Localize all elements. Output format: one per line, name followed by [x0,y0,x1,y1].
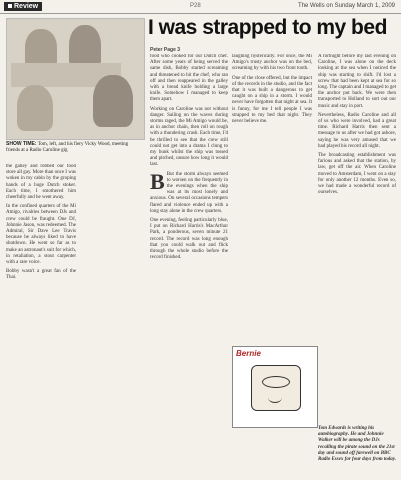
photo-caption [6,141,143,154]
paragraph: A fortnight before my last evening on Caroline, I was alone on the deck looking at the sea when I noticed the ship was starting to shift. I'd lost a screw that had been kept at sea for so long. The captain and I managed to get the anchor put back. We were then transported to Holland to sort out our music and stay in port. [318,54,396,109]
paragraph: In the confined quarters of the Mi Amigo, rivalries between DJs and crew could be fraught. One DJ, Johnnie Jason, was redeemed. The Admiral, Sir Dave Lee Travis because he always liked to have shutdown. He went so far as to make an astronaut's suit for which, in retaliation, a stout carpenter with a rare voice. [6,204,76,266]
paragraph: the galley and robbed our food store all gay. More than once I was woken in my cabin by the groping hands of a huge Dutch stoker. Each time, I smothered him cheerfully and he went away. [6,164,76,201]
cartoon-drawing [251,365,301,411]
caption-text: Tom, left, and his fiery Vicky Wood, meeting friends at a Radio Caroline gig [6,142,129,154]
paragraph-text: But the storm always seemed to worsen on the frequently in the evenings when the ship was at its most lonely and anxious. On several occasions tempers flared and violence ended up with a long stay alone in the crew quarters. [150,171,228,214]
column-1 [6,164,76,474]
cartoon-title: Bernie [236,349,261,358]
paragraph: The broadcasting establishment was furious and asked that the station, by law, get off the air. When Caroline moved to Amsterdam, I went on a stay for only another 12 months. Even so, we had made a wonderful record of ourselves. [318,153,396,196]
section-label: Review [14,3,39,10]
byline: Peter Page 3 [150,47,181,53]
column-4 [318,54,396,422]
cartoon-panel [232,346,318,428]
page-header [0,0,401,14]
paragraph: laughing hysterically. For once, the Mi Amigo's trusty anchor was on the bed, screaming by with his two front tooth. [232,54,312,72]
article-photo [6,18,145,140]
paragraph: Working on Caroline was not without danger. Sailing on the waves during storms raged, the Mi Amigo would be, as in anchor chain, then roll on rough with a thundering crash. Each time, I'd be thrilled to see that the crew still could not get into a drama I clung to my bunk whilst the ship was tossed and pitched, unsure how long it would last. [150,106,228,168]
drop-cap: B [150,168,165,194]
paragraph: Bobby wasn't a great fan of the Thai. [6,269,76,281]
paragraph: Nevertheless, Radio Caroline and all of us who were involved, had a great time. Richard Harris then sent a message to us after we had got ashore, saying he was very amused that we had played his record all night. [318,112,396,149]
column-2 [150,54,228,474]
paragraph: One evening, feeling particularly blue, I put on Richard Harris's MacArthur Park, a ponderous, seven minute 21 record. The record was long enough that you could walk out and flick through the whole studio before the record finished. [150,218,228,261]
section-square-icon [8,4,12,8]
masthead: The Wells on Sunday March 1, 2009 [298,3,395,9]
person-figure [17,85,53,131]
column-3 [232,54,312,342]
paragraph: One of the close offered, but the impact of the records in the studio, and the fact that it was built a dangerous to get caught on a ship in a storm. I would never have forgotten that night at sea. It is funny, for me I tell people I was strapped to my bed that night. They never believe me. [232,75,312,125]
paragraph: food who cooked for our Dutch chef. After some years of being served the same dish, Bobby started screaming and threatened to hit the chef, who ran off and then reappeared in the galley with a bread knife holding a large knife. Somehow I managed to keep them apart. [150,54,228,103]
page-number: P28 [190,3,201,9]
author-note: Tom Edwards is writing his autobiography. He and Johnnie Walker will be among the DJs recalling the pirate sound on the 21st day and sound off farewell on BBC Radio Essex for four days from today. [318,426,397,463]
headline: I was strapped to my bed [148,16,387,39]
caption-label: SHOW TIME: [6,141,37,147]
person-figure [93,75,133,127]
section-tag [4,2,42,11]
paragraph [150,168,228,215]
